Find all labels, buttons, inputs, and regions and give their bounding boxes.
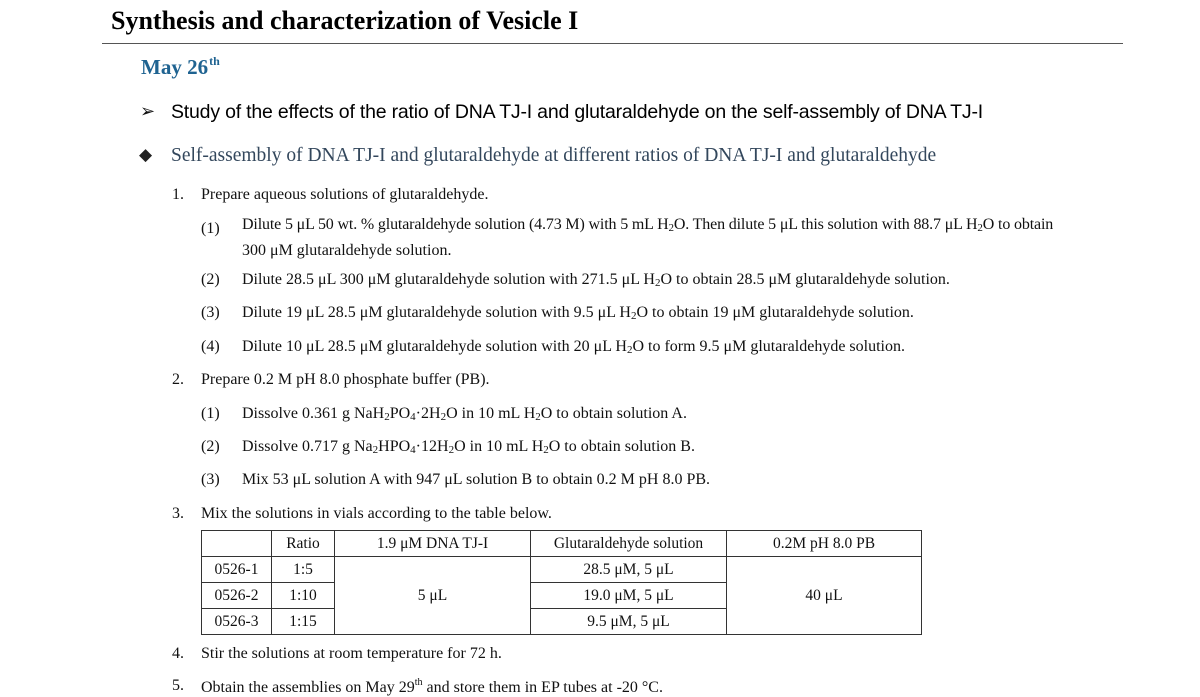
step-text: Stir the solutions at room temperature for 72 h. bbox=[201, 645, 502, 662]
substep-text: Dilute 28.5 μL 300 μM glutaraldehyde solution with 271.5 μL $H_2O$ to obtain 28.5 μM glutaraldehyde solution. bbox=[242, 271, 950, 289]
substep-text: Dissolve 0.361 g $NaH_2PO_4\cdot 2H_2O$ in 10 mL $H_2O$ to obtain solution A. bbox=[242, 405, 687, 423]
mixing-table bbox=[201, 530, 922, 635]
date-suffix: th bbox=[209, 54, 220, 68]
table-header: 1.9 μM DNA TJ-I bbox=[335, 531, 531, 557]
substep-text: Dilute 10 μL 28.5 μM glutaraldehyde solution with 20 μL $H_2O$ to form 9.5 μM glutaraldehyde solution. bbox=[242, 338, 905, 356]
substep-text: Dilute 5 μL 50 wt. % glutaraldehyde solution (4.73 M) with 5 mL $H_2O$. Then dilute 5 μL this solution with 88.7 μL $H_2O$ to obtain bbox=[242, 216, 1054, 234]
step-text: Obtain the assemblies on May 29th and store them in EP tubes at -20 °C. bbox=[201, 677, 663, 696]
substep-text: Dissolve 0.717 g $Na_2HPO_4\cdot 12H_2O$ in 10 mL $H_2O$ to obtain solution B. bbox=[242, 438, 695, 456]
arrow-bullet-icon: ➢ bbox=[140, 101, 156, 122]
step-number: 4. bbox=[172, 645, 184, 662]
page-title: Synthesis and characterization of Vesicle I bbox=[111, 6, 579, 35]
substep-text-continued: 300 μM glutaraldehyde solution. bbox=[242, 242, 452, 259]
table-cell-ratio: 1:10 bbox=[272, 583, 335, 609]
table-row bbox=[202, 557, 922, 583]
step-number: 1. bbox=[172, 186, 184, 203]
step-text: Prepare 0.2 M pH 8.0 phosphate buffer (PB). bbox=[201, 371, 490, 388]
substep-number: (1) bbox=[201, 220, 220, 237]
table-cell-glutaraldehyde: 19.0 μM, 5 μL bbox=[531, 583, 727, 609]
table-cell-dna-volume: 5 μL bbox=[335, 557, 531, 635]
table-cell-ratio: 1:5 bbox=[272, 557, 335, 583]
table-header-row bbox=[202, 531, 922, 557]
step-text: Prepare aqueous solutions of glutaraldehyde. bbox=[201, 186, 489, 203]
substep-number: (1) bbox=[201, 405, 220, 422]
table-cell-pb-volume: 40 μL bbox=[727, 557, 922, 635]
date-heading bbox=[141, 54, 220, 80]
step-text: Mix the solutions in vials according to the table below. bbox=[201, 505, 552, 522]
table-cell-ratio: 1:15 bbox=[272, 609, 335, 635]
substep-number: (2) bbox=[201, 438, 220, 455]
substep-number: (4) bbox=[201, 338, 220, 355]
table-header: Glutaraldehyde solution bbox=[531, 531, 727, 557]
table-cell-id: 0526-1 bbox=[202, 557, 272, 583]
substep-text: Dilute 19 μL 28.5 μM glutaraldehyde solution with 9.5 μL $H_2O$ to obtain 19 μM glutaraldehyde solution. bbox=[242, 304, 914, 322]
section-heading: Study of the effects of the ratio of DNA TJ-I and glutaraldehyde on the self-assembly of DNA TJ-I bbox=[171, 101, 983, 123]
substep-number: (3) bbox=[201, 304, 220, 321]
date-text: May 26 bbox=[141, 55, 209, 79]
diamond-bullet-icon: ◆ bbox=[139, 145, 153, 165]
substep-number: (3) bbox=[201, 471, 220, 488]
table-header: Ratio bbox=[272, 531, 335, 557]
table-cell-glutaraldehyde: 28.5 μM, 5 μL bbox=[531, 557, 727, 583]
table-cell-id: 0526-3 bbox=[202, 609, 272, 635]
step-number: 2. bbox=[172, 371, 184, 388]
step-number: 3. bbox=[172, 505, 184, 522]
table-cell-glutaraldehyde: 9.5 μM, 5 μL bbox=[531, 609, 727, 635]
step-number: 5. bbox=[172, 677, 184, 694]
table-header bbox=[202, 531, 272, 557]
table-cell-id: 0526-2 bbox=[202, 583, 272, 609]
title-divider bbox=[102, 43, 1123, 44]
substep-text: Mix 53 μL solution A with 947 μL solution B to obtain 0.2 M pH 8.0 PB. bbox=[242, 471, 711, 488]
table-header: 0.2M pH 8.0 PB bbox=[727, 531, 922, 557]
substep-number: (2) bbox=[201, 271, 220, 288]
subsection-heading: Self-assembly of DNA TJ-I and glutaraldehyde at different ratios of DNA TJ-I and glutaraldehyde bbox=[171, 145, 937, 166]
